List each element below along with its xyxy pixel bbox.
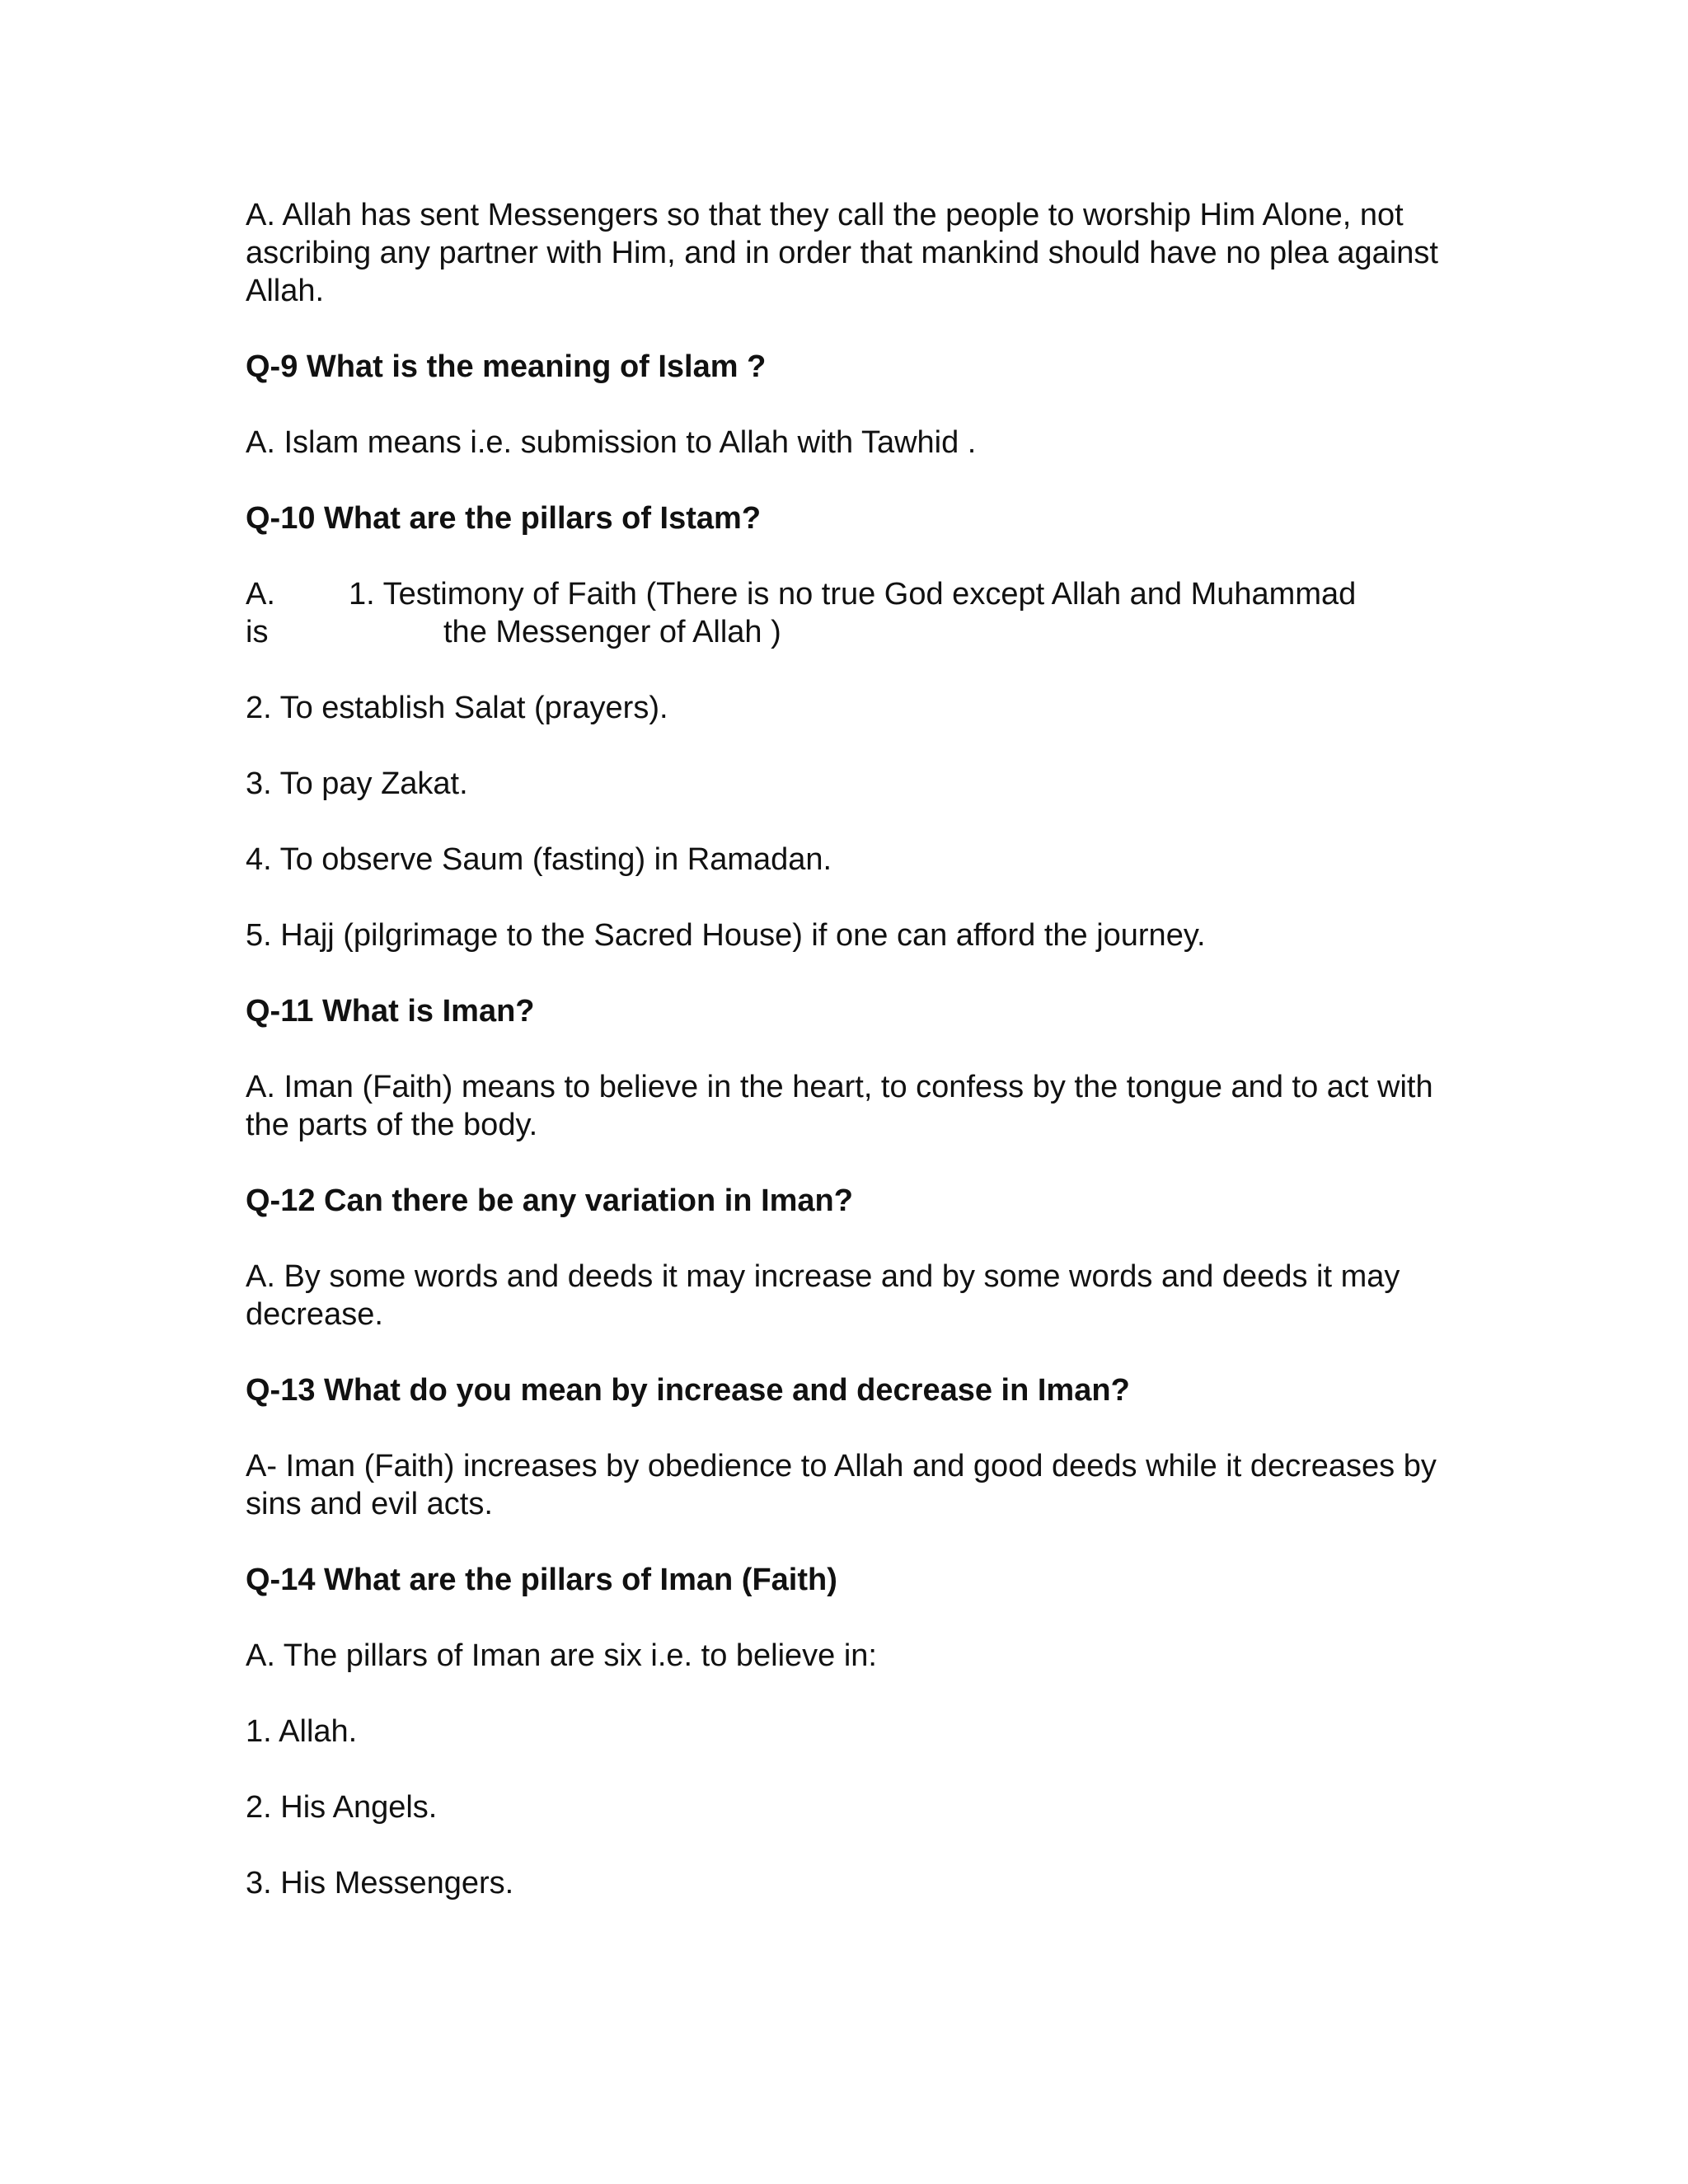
answer-9: A. Islam means i.e. submission to Allah with Tawhid . <box>246 425 977 460</box>
answer-10-item-2: 2. To establish Salat (prayers). <box>246 691 668 725</box>
answer-10-item-1-line-2: the Messenger of Allah ) <box>443 615 781 649</box>
answer-10-item-4: 4. To observe Saum (fasting) in Ramadan. <box>246 842 832 877</box>
answer-14-item-2: 2. His Angels. <box>246 1790 438 1825</box>
intro-answer: A. Allah has sent Messengers so that they call the people to worship Him Alone, not ascribing any partner with Him, and in order that mankind should have no plea against Allah. <box>246 198 1438 308</box>
answer-11: A. Iman (Faith) means to believe in the heart, to confess by the tongue and to act with the parts of the body. <box>246 1070 1433 1142</box>
question-9: Q-9 What is the meaning of Islam ? <box>246 349 767 384</box>
answer-10-item-5: 5. Hajj (pilgrimage to the Sacred House) if one can afford the journey. <box>246 918 1206 953</box>
question-14: Q-14 What are the pillars of Iman (Faith) <box>246 1563 837 1597</box>
answer-13: A- Iman (Faith) increases by obedience to Allah and good deeds while it decreases by sins and evil acts. <box>246 1449 1437 1521</box>
answer-10-item-3: 3. To pay Zakat. <box>246 766 468 801</box>
answer-12: A. By some words and deeds it may increase and by some words and deeds it may decrease. <box>246 1259 1400 1332</box>
answer-14-item-1: 1. Allah. <box>246 1714 358 1749</box>
question-11: Q-11 What is Iman? <box>246 994 535 1029</box>
answer-14: A. The pillars of Iman are six i.e. to believe in: <box>246 1638 877 1673</box>
answer-10-prefix: A. <box>246 577 275 612</box>
answer-10-item-1-line-1: 1. Testimony of Faith (There is no true God except Allah and Muhammad <box>349 577 1357 612</box>
answer-10-item-1-is: is <box>246 615 269 649</box>
question-13: Q-13 What do you mean by increase and decrease in Iman? <box>246 1373 1130 1408</box>
answer-10-item-1 <box>246 575 1465 651</box>
question-10: Q-10 What are the pillars of Istam? <box>246 501 762 536</box>
answer-14-item-3: 3. His Messengers. <box>246 1866 514 1900</box>
question-12: Q-12 Can there be any variation in Iman? <box>246 1183 853 1218</box>
document-page <box>246 196 1465 1940</box>
